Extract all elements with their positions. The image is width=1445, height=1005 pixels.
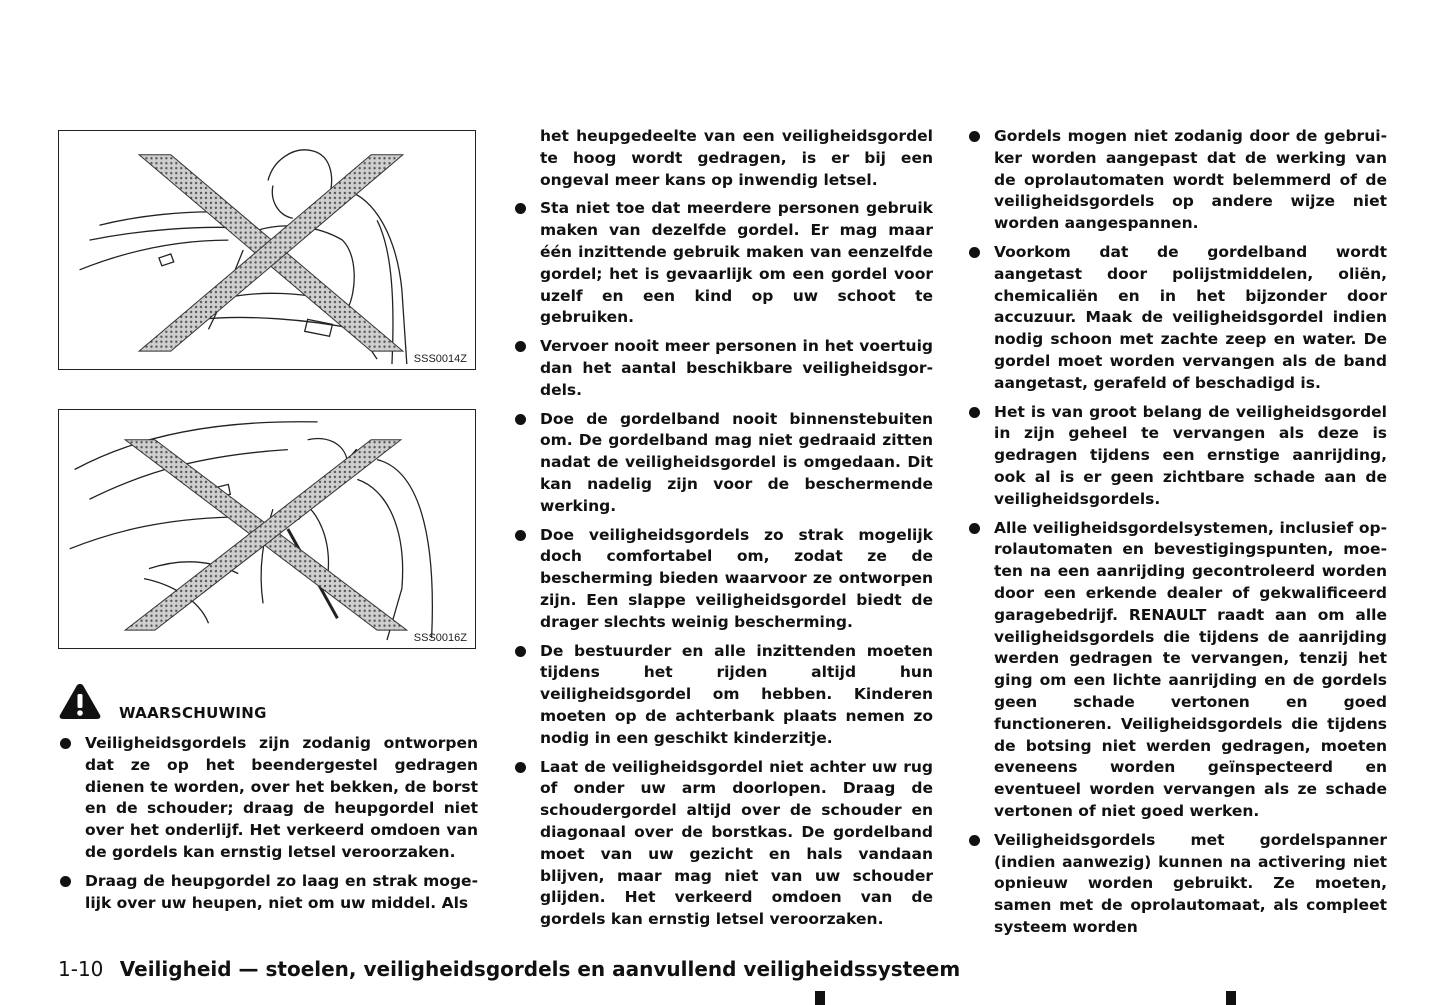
bullet-icon bbox=[515, 530, 526, 541]
bullet-icon bbox=[969, 247, 980, 258]
page-tab-marker bbox=[815, 991, 825, 1005]
bullet-icon bbox=[515, 414, 526, 425]
figure-code: SSS0016Z bbox=[413, 632, 467, 644]
seated-person-illustration bbox=[59, 131, 475, 369]
left-column bbox=[58, 733, 478, 921]
list-item: Voorkom dat de gordelband wordt aangetast door polijstmiddelen, oliën, chemicaliën en in het bijzonder door accuzuur. Maak de veiligheidsgordel indien nodig schoon met zachte zeep en water. De gordel moet worden vervangen als de band aangetast, gerafeld of beschadigd is. bbox=[967, 242, 1387, 395]
car-interior-illustration bbox=[59, 410, 475, 648]
page-number: 1-10 bbox=[58, 957, 104, 981]
page-tab-marker bbox=[1226, 991, 1236, 1005]
figure-lap-belt-wrong bbox=[58, 130, 476, 370]
middle-column bbox=[513, 126, 933, 938]
bullet-icon bbox=[60, 876, 71, 887]
list-item: Doe veiligheidsgordels zo strak mogelijk doch comfortabel om, zodat ze de bescherming bieden waarvoor ze ontworpen zijn. Een slappe veiligheidsgordel biedt de drager slechts weinig bescherming. bbox=[513, 525, 933, 634]
warning-triangle-icon bbox=[58, 682, 102, 720]
cross-icon bbox=[139, 155, 403, 351]
bullet-icon bbox=[969, 407, 980, 418]
right-column bbox=[967, 126, 1387, 946]
warning-header bbox=[58, 682, 478, 722]
page-footer bbox=[58, 957, 960, 981]
bullet-icon bbox=[969, 523, 980, 534]
bullet-icon bbox=[969, 835, 980, 846]
figure-shoulder-belt-wrong bbox=[58, 409, 476, 649]
list-item: Draag de heupgordel zo laag en strak mogelijk over uw heupen, niet om uw middel. Als bbox=[58, 871, 478, 915]
list-item: Alle veiligheidsgordelsystemen, inclusief oprolautomaten en bevestigingspunten, moeten na een aanrijding gecontroleerd worden door een erkende dealer of gekwalificeerd garagebedrijf. RENAULT raadt aan om alle veiligheidsgordels die tijdens de aanrijding werden gedragen te vervangen, tenzij het ging om een lichte aanrijding en de gordels geen schade vertonen en goed functioneren. Veiligheidsgordels die tijdens de botsing niet werden gedragen, moeten eveneens worden geïnspecteerd en eventueel worden vervangen als ze schade vertonen of niet goed werken. bbox=[967, 518, 1387, 823]
list-item: De bestuurder en alle inzittenden moeten tijdens het rijden altijd hun veiligheidsgordel om hebben. Kinderen moeten op de achterbank plaats nemen zo nodig in een geschikt kinderzitje. bbox=[513, 641, 933, 750]
bullet-icon bbox=[515, 341, 526, 352]
continuation-text: het heupgedeelte van een veiligheidsgordel te hoog wordt gedragen, is er bij een ongeval meer kans op inwendig letsel. bbox=[540, 127, 933, 189]
list-item: Doe de gordelband nooit binnenstebuiten om. De gordelband mag niet gedraaid zitten nadat de veiligheidsgordel is omgedaan. Dit kan nadelig zijn voor de beschermende werking. bbox=[513, 409, 933, 518]
cross-icon bbox=[125, 440, 407, 630]
figure-code: SSS0014Z bbox=[413, 353, 467, 365]
bullet-icon bbox=[969, 131, 980, 142]
list-item: Vervoer nooit meer personen in het voertuig dan het aantal beschikbare veiligheidsgordels. bbox=[513, 336, 933, 401]
bullet-icon bbox=[515, 646, 526, 657]
list-item: Sta niet toe dat meerdere personen gebruik maken van dezelfde gordel. Er mag maar één inzittende gebruik maken van eenzelfde gordel; het is gevaarlijk om een gordel voor uzelf en een kind op uw schoot te gebruiken. bbox=[513, 198, 933, 329]
list-item: Het is van groot belang de veiligheidsgordel in zijn geheel te vervangen als deze is gedragen tijdens een ernstige aanrijding, ook al is er geen zichtbare schade aan de veiligheidsgordels. bbox=[967, 402, 1387, 511]
bullet-icon bbox=[515, 203, 526, 214]
bullet-icon bbox=[515, 762, 526, 773]
list-item: Laat de veiligheidsgordel niet achter uw rug of onder uw arm doorlopen. Draag de schoudergordel altijd over de schouder en diagonaal over de borstkas. De gordelband moet van uw gezicht en hals vandaan blijven, maar mag niet van uw schouder glijden. Het verkeerd omdoen van de gordels kan ernstig letsel veroorzaken. bbox=[513, 757, 933, 931]
bullet-icon bbox=[60, 738, 71, 749]
warning-label: WAARSCHUWING bbox=[119, 704, 267, 722]
section-title: Veiligheid — stoelen, veiligheidsgordels en aanvullend veiligheidssysteem bbox=[119, 957, 961, 981]
list-item: Veiligheidsgordels met gordelspanner (indien aanwezig) kunnen na activering niet opnieuw worden gebruikt. Ze moeten, samen met de oprolautomaat, als compleet systeem worden bbox=[967, 830, 1387, 939]
list-item: Veiligheidsgordels zijn zodanig ontworpen dat ze op het beendergestel gedragen dienen te worden, over het bekken, de borst en de schouder; draag de heupgordel niet over het onderlijf. Het verkeerd omdoen van de gordels kan ernstig letsel veroorzaken. bbox=[58, 733, 478, 864]
list-item: Gordels mogen niet zodanig door de gebruiker worden aangepast dat de werking van de oprolautomaten wordt belemmerd of de veiligheidsgordels op andere wijze niet worden aangespannen. bbox=[967, 126, 1387, 235]
